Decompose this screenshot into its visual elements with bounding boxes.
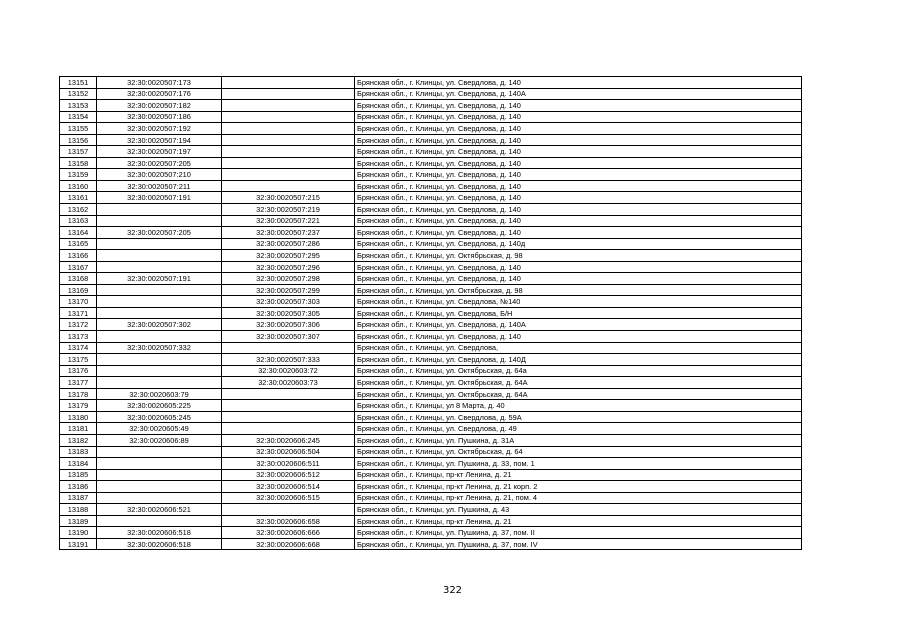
row-number-cell: 13152 [60,88,97,100]
table-row [60,238,802,250]
table-row [60,204,802,216]
row-number-cell: 13162 [60,204,97,216]
linked-cadastral-number-cell: 32:30:0020603:73 [222,377,355,389]
row-number-cell: 13186 [60,481,97,493]
cadastral-number-cell: 32:30:0020606:521 [97,504,222,516]
row-number-cell: 13180 [60,411,97,423]
linked-cadastral-number-cell: 32:30:0020507:237 [222,227,355,239]
address-cell: Брянская обл., г. Клинцы, ул. Свердлова, [355,342,802,354]
linked-cadastral-number-cell [222,77,355,89]
address-cell: Брянская обл., г. Клинцы, ул. Свердлова, д. 140 [355,180,802,192]
address-cell: Брянская обл., г. Клинцы, ул. Свердлова, д. 140 [355,111,802,123]
address-cell: Брянская обл., г. Клинцы, ул. Свердлова, №140 [355,296,802,308]
cadastral-number-cell: 32:30:0020605:49 [97,423,222,435]
row-number-cell: 13177 [60,377,97,389]
address-cell: Брянская обл., г. Клинцы, ул. Свердлова, д. 140 [355,331,802,343]
row-number-cell: 13185 [60,469,97,481]
row-number-cell: 13165 [60,238,97,250]
table-row [60,469,802,481]
table-row [60,515,802,527]
row-number-cell: 13175 [60,354,97,366]
row-number-cell: 13160 [60,180,97,192]
address-cell: Брянская обл., г. Клинцы, ул. Октябрьская, д. 64А [355,377,802,389]
cadastral-number-cell [97,204,222,216]
linked-cadastral-number-cell: 32:30:0020507:295 [222,250,355,262]
row-number-cell: 13179 [60,400,97,412]
cadastral-number-cell: 32:30:0020507:191 [97,192,222,204]
row-number-cell: 13172 [60,319,97,331]
linked-cadastral-number-cell: 32:30:0020603:72 [222,365,355,377]
cadastral-number-cell [97,515,222,527]
address-cell: Брянская обл., г. Клинцы, ул. Свердлова, д. 140 [355,134,802,146]
address-cell: Брянская обл., г. Клинцы, ул. Пушкина, д. 33, пом. 1 [355,458,802,470]
linked-cadastral-number-cell [222,342,355,354]
cadastral-number-cell: 32:30:0020507:182 [97,100,222,112]
row-number-cell: 13167 [60,261,97,273]
linked-cadastral-number-cell [222,388,355,400]
table-row [60,538,802,550]
cadastral-number-cell [97,481,222,493]
address-cell: Брянская обл., г. Клинцы, ул. Октябрьская, д. 98 [355,284,802,296]
address-cell: Брянская обл., г. Клинцы, ул. Октябрьская, д. 98 [355,250,802,262]
address-cell: Брянская обл., г. Клинцы, ул. Октябрьская, д. 64 [355,446,802,458]
row-number-cell: 13170 [60,296,97,308]
linked-cadastral-number-cell: 32:30:0020606:668 [222,538,355,550]
cadastral-number-cell: 32:30:0020606:89 [97,434,222,446]
address-cell: Брянская обл., г. Клинцы, ул. Октябрьская, д. 64а [355,365,802,377]
linked-cadastral-number-cell [222,157,355,169]
address-cell: Брянская обл., г. Клинцы, ул. Пушкина, д. 37, пом. IV [355,538,802,550]
row-number-cell: 13187 [60,492,97,504]
cadastral-number-cell [97,250,222,262]
table-row [60,527,802,539]
cadastral-number-cell [97,215,222,227]
row-number-cell: 13173 [60,331,97,343]
address-cell: Брянская обл., г. Клинцы, ул. Свердлова, д. 140 [355,146,802,158]
table-row [60,77,802,89]
linked-cadastral-number-cell: 32:30:0020606:515 [222,492,355,504]
table-row [60,169,802,181]
address-cell: Брянская обл., г. Клинцы, ул. Свердлова, д. 140 [355,204,802,216]
address-cell: Брянская обл., г. Клинцы, ул. Свердлова, д. 140 [355,169,802,181]
linked-cadastral-number-cell: 32:30:0020507:305 [222,307,355,319]
row-number-cell: 13184 [60,458,97,470]
address-cell: Брянская обл., г. Клинцы, ул. Свердлова, д. 140 [355,261,802,273]
row-number-cell: 13151 [60,77,97,89]
linked-cadastral-number-cell [222,88,355,100]
linked-cadastral-number-cell [222,411,355,423]
cadastral-number-cell [97,238,222,250]
linked-cadastral-number-cell: 32:30:0020507:333 [222,354,355,366]
address-cell: Брянская обл., г. Клинцы, ул. Свердлова, д. 140д [355,238,802,250]
address-cell: Брянская обл., г. Клинцы, ул. Пушкина, д. 37, пом. II [355,527,802,539]
linked-cadastral-number-cell [222,100,355,112]
cadastral-number-cell [97,469,222,481]
cadastral-number-cell [97,492,222,504]
row-number-cell: 13153 [60,100,97,112]
linked-cadastral-number-cell [222,134,355,146]
cadastral-number-cell [97,307,222,319]
row-number-cell: 13171 [60,307,97,319]
cadastral-number-cell: 32:30:0020507:173 [97,77,222,89]
page-number: 322 [442,585,463,596]
address-cell: Брянская обл., г. Клинцы, ул. Свердлова, д. 140 [355,273,802,285]
address-cell: Брянская обл., г. Клинцы, ул. Свердлова, д. 140 [355,157,802,169]
cadastral-number-cell [97,377,222,389]
row-number-cell: 13159 [60,169,97,181]
cadastral-number-cell: 32:30:0020507:194 [97,134,222,146]
row-number-cell: 13190 [60,527,97,539]
cadastral-number-cell: 32:30:0020507:332 [97,342,222,354]
cadastral-number-cell [97,296,222,308]
table-row [60,342,802,354]
table-row [60,146,802,158]
row-number-cell: 13189 [60,515,97,527]
row-number-cell: 13163 [60,215,97,227]
table-row [60,273,802,285]
table-row [60,331,802,343]
table-row [60,227,802,239]
cadastral-number-cell: 32:30:0020606:518 [97,538,222,550]
cadastral-number-cell [97,261,222,273]
address-cell: Брянская обл., г. Клинцы, ул. Свердлова, д. 49 [355,423,802,435]
registry-table-body [60,77,802,550]
linked-cadastral-number-cell: 32:30:0020507:306 [222,319,355,331]
registry-table [59,76,802,550]
linked-cadastral-number-cell [222,180,355,192]
table-row [60,492,802,504]
linked-cadastral-number-cell: 32:30:0020507:219 [222,204,355,216]
address-cell: Брянская обл., г. Клинцы, ул. Свердлова, д. 140А [355,88,802,100]
cadastral-number-cell: 32:30:0020507:205 [97,157,222,169]
row-number-cell: 13181 [60,423,97,435]
linked-cadastral-number-cell [222,400,355,412]
address-cell: Брянская обл., г. Клинцы, ул. Свердлова, д. 140 [355,227,802,239]
table-row [60,504,802,516]
cadastral-number-cell [97,458,222,470]
linked-cadastral-number-cell: 32:30:0020507:221 [222,215,355,227]
linked-cadastral-number-cell [222,111,355,123]
address-cell: Брянская обл., г. Клинцы, ул. Свердлова, д. 140 [355,100,802,112]
row-number-cell: 13183 [60,446,97,458]
table-row [60,250,802,262]
linked-cadastral-number-cell: 32:30:0020606:245 [222,434,355,446]
table-row [60,319,802,331]
row-number-cell: 13182 [60,434,97,446]
cadastral-number-cell: 32:30:0020507:197 [97,146,222,158]
linked-cadastral-number-cell [222,169,355,181]
row-number-cell: 13169 [60,284,97,296]
linked-cadastral-number-cell: 32:30:0020507:296 [222,261,355,273]
table-row [60,134,802,146]
cadastral-number-cell: 32:30:0020507:210 [97,169,222,181]
table-row [60,481,802,493]
table-row [60,261,802,273]
cadastral-number-cell [97,365,222,377]
linked-cadastral-number-cell: 32:30:0020606:512 [222,469,355,481]
row-number-cell: 13158 [60,157,97,169]
address-cell: Брянская обл., г. Клинцы, ул. Свердлова, д. 140Д [355,354,802,366]
cadastral-number-cell: 32:30:0020507:192 [97,123,222,135]
table-row [60,123,802,135]
cadastral-number-cell: 32:30:0020507:302 [97,319,222,331]
cadastral-number-cell [97,284,222,296]
table-row [60,157,802,169]
address-cell: Брянская обл., г. Клинцы, ул 8 Марта, д. 40 [355,400,802,412]
cadastral-number-cell: 32:30:0020605:245 [97,411,222,423]
table-row [60,446,802,458]
cadastral-number-cell: 32:30:0020606:518 [97,527,222,539]
row-number-cell: 13156 [60,134,97,146]
linked-cadastral-number-cell [222,123,355,135]
linked-cadastral-number-cell: 32:30:0020507:298 [222,273,355,285]
table-row [60,284,802,296]
linked-cadastral-number-cell: 32:30:0020606:511 [222,458,355,470]
table-row [60,215,802,227]
table-row [60,296,802,308]
linked-cadastral-number-cell: 32:30:0020606:514 [222,481,355,493]
table-row [60,458,802,470]
address-cell: Брянская обл., г. Клинцы, ул. Свердлова, д. 140А [355,319,802,331]
linked-cadastral-number-cell: 32:30:0020507:299 [222,284,355,296]
address-cell: Брянская обл., г. Клинцы, пр-кт Ленина, д. 21 корп. 2 [355,481,802,493]
linked-cadastral-number-cell: 32:30:0020507:307 [222,331,355,343]
address-cell: Брянская обл., г. Клинцы, ул. Свердлова, д. 140 [355,123,802,135]
table-row [60,388,802,400]
linked-cadastral-number-cell [222,423,355,435]
address-cell: Брянская обл., г. Клинцы, ул. Пушкина, д. 31А [355,434,802,446]
row-number-cell: 13188 [60,504,97,516]
address-cell: Брянская обл., г. Клинцы, ул. Свердлова, Б/Н [355,307,802,319]
row-number-cell: 13164 [60,227,97,239]
row-number-cell: 13155 [60,123,97,135]
cadastral-number-cell [97,446,222,458]
row-number-cell: 13174 [60,342,97,354]
linked-cadastral-number-cell: 32:30:0020507:215 [222,192,355,204]
cadastral-number-cell: 32:30:0020507:205 [97,227,222,239]
table-row [60,411,802,423]
linked-cadastral-number-cell [222,146,355,158]
table-row [60,400,802,412]
address-cell: Брянская обл., г. Клинцы, пр-кт Ленина, д. 21, пом. 4 [355,492,802,504]
linked-cadastral-number-cell: 32:30:0020606:666 [222,527,355,539]
row-number-cell: 13154 [60,111,97,123]
cadastral-number-cell: 32:30:0020507:176 [97,88,222,100]
table-row [60,111,802,123]
address-cell: Брянская обл., г. Клинцы, ул. Свердлова, д. 140 [355,215,802,227]
table-row [60,365,802,377]
table-row [60,307,802,319]
linked-cadastral-number-cell: 32:30:0020507:286 [222,238,355,250]
address-cell: Брянская обл., г. Клинцы, ул. Октябрьская, д. 64А [355,388,802,400]
row-number-cell: 13176 [60,365,97,377]
linked-cadastral-number-cell: 32:30:0020606:504 [222,446,355,458]
table-row [60,434,802,446]
cadastral-number-cell [97,331,222,343]
table-row [60,423,802,435]
row-number-cell: 13178 [60,388,97,400]
row-number-cell: 13168 [60,273,97,285]
address-cell: Брянская обл., г. Клинцы, ул. Свердлова, д. 140 [355,192,802,204]
linked-cadastral-number-cell: 32:30:0020507:303 [222,296,355,308]
address-cell: Брянская обл., г. Клинцы, пр-кт Ленина, д. 21 [355,469,802,481]
table-row [60,100,802,112]
linked-cadastral-number-cell: 32:30:0020606:658 [222,515,355,527]
cadastral-number-cell: 32:30:0020507:191 [97,273,222,285]
row-number-cell: 13157 [60,146,97,158]
row-number-cell: 13191 [60,538,97,550]
row-number-cell: 13166 [60,250,97,262]
address-cell: Брянская обл., г. Клинцы, ул. Пушкина, д. 43 [355,504,802,516]
cadastral-number-cell: 32:30:0020507:211 [97,180,222,192]
table-row [60,354,802,366]
table-row [60,192,802,204]
cadastral-number-cell: 32:30:0020605:225 [97,400,222,412]
cadastral-number-cell: 32:30:0020507:186 [97,111,222,123]
row-number-cell: 13161 [60,192,97,204]
cadastral-number-cell [97,354,222,366]
table-row [60,377,802,389]
cadastral-number-cell: 32:30:0020603:79 [97,388,222,400]
table-row [60,88,802,100]
linked-cadastral-number-cell [222,504,355,516]
address-cell: Брянская обл., г. Клинцы, ул. Свердлова, д. 59А [355,411,802,423]
address-cell: Брянская обл., г. Клинцы, ул. Свердлова, д. 140 [355,77,802,89]
address-cell: Брянская обл., г. Клинцы, пр-кт Ленина, д. 21 [355,515,802,527]
table-row [60,180,802,192]
